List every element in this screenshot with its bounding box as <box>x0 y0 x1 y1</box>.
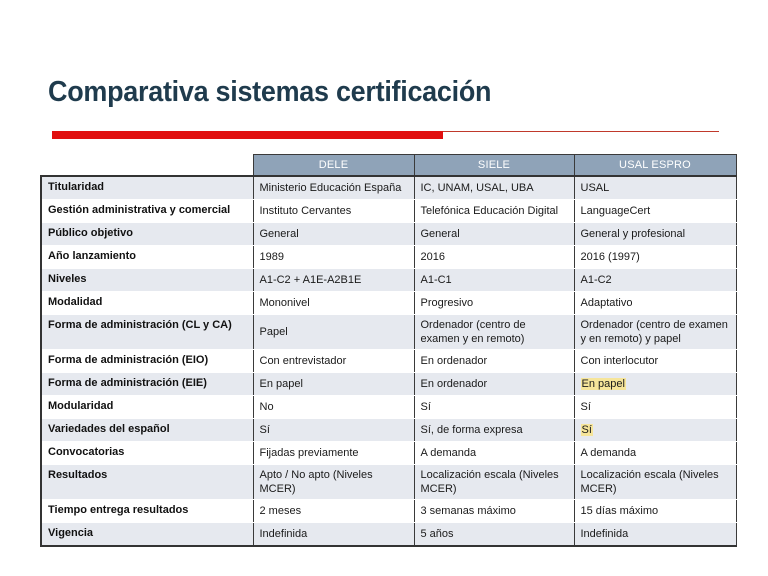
highlighted-value: En papel <box>581 378 625 390</box>
row-label: Público objetivo <box>41 223 253 246</box>
column-header-usal-espro: USAL ESPRO <box>574 155 736 177</box>
table-row <box>41 523 736 547</box>
table-cell: A demanda <box>414 442 574 465</box>
header-corner <box>41 155 253 177</box>
table-cell: Sí <box>253 419 414 442</box>
table-cell <box>574 419 736 442</box>
table-row <box>41 373 736 396</box>
table-cell: A demanda <box>574 442 736 465</box>
table-cell: Sí <box>574 396 736 419</box>
table-cell: 2016 <box>414 246 574 269</box>
table-cell: General <box>253 223 414 246</box>
table-row <box>41 396 736 419</box>
table-row <box>41 200 736 223</box>
table-cell: Ordenador (centro de examen y en remoto) y papel <box>574 315 736 350</box>
column-header-dele: DELE <box>253 155 414 177</box>
table-cell: Papel <box>253 315 414 350</box>
table-cell: 2 meses <box>253 500 414 523</box>
comparison-table <box>40 154 737 547</box>
table-cell: Indefinida <box>253 523 414 547</box>
table-cell: Ordenador (centro de examen y en remoto) <box>414 315 574 350</box>
table-row <box>41 223 736 246</box>
table-cell: Ministerio Educación España <box>253 176 414 200</box>
row-label: Vigencia <box>41 523 253 547</box>
table-cell: En ordenador <box>414 373 574 396</box>
table-header-row <box>41 155 736 177</box>
row-label: Modalidad <box>41 292 253 315</box>
row-label: Año lanzamiento <box>41 246 253 269</box>
table-cell: No <box>253 396 414 419</box>
table-cell <box>574 373 736 396</box>
table-cell: A1-C1 <box>414 269 574 292</box>
table-cell: USAL <box>574 176 736 200</box>
table-cell: Sí <box>414 396 574 419</box>
table-cell: En ordenador <box>414 350 574 373</box>
table-cell: 15 días máximo <box>574 500 736 523</box>
table-row <box>41 292 736 315</box>
table-cell: A1-C2 + A1E-A2B1E <box>253 269 414 292</box>
table-cell: Apto / No apto (Niveles MCER) <box>253 465 414 500</box>
table-cell: Fijadas previamente <box>253 442 414 465</box>
row-label: Variedades del español <box>41 419 253 442</box>
table-cell: Telefónica Educación Digital <box>414 200 574 223</box>
table-cell: Indefinida <box>574 523 736 547</box>
slide-title: Comparativa sistemas certificación <box>48 76 492 108</box>
table-row <box>41 419 736 442</box>
row-label: Modularidad <box>41 396 253 419</box>
table-cell: A1-C2 <box>574 269 736 292</box>
table-row <box>41 246 736 269</box>
table-cell: Mononivel <box>253 292 414 315</box>
table-cell: General y profesional <box>574 223 736 246</box>
table-cell: Progresivo <box>414 292 574 315</box>
row-label: Tiempo entrega resultados <box>41 500 253 523</box>
table-cell: 3 semanas máximo <box>414 500 574 523</box>
row-label: Titularidad <box>41 176 253 200</box>
table-row <box>41 269 736 292</box>
table-cell: Localización escala (Niveles MCER) <box>414 465 574 500</box>
table-row <box>41 315 736 350</box>
row-label: Niveles <box>41 269 253 292</box>
table-row <box>41 176 736 200</box>
table-cell: En papel <box>253 373 414 396</box>
row-label: Resultados <box>41 465 253 500</box>
table-cell: Adaptativo <box>574 292 736 315</box>
table-row <box>41 350 736 373</box>
title-underline-accent <box>52 131 443 139</box>
table-cell: 2016 (1997) <box>574 246 736 269</box>
row-label: Gestión administrativa y comercial <box>41 200 253 223</box>
table-cell: 5 años <box>414 523 574 547</box>
column-header-siele: SIELE <box>414 155 574 177</box>
table-row <box>41 465 736 500</box>
row-label: Convocatorias <box>41 442 253 465</box>
table-cell: Instituto Cervantes <box>253 200 414 223</box>
table-cell: 1989 <box>253 246 414 269</box>
table-cell: IC, UNAM, USAL, UBA <box>414 176 574 200</box>
table-row <box>41 442 736 465</box>
row-label: Forma de administración (CL y CA) <box>41 315 253 350</box>
row-label: Forma de administración (EIO) <box>41 350 253 373</box>
table-row <box>41 500 736 523</box>
table-cell: General <box>414 223 574 246</box>
table-cell: Con entrevistador <box>253 350 414 373</box>
table-cell: LanguageCert <box>574 200 736 223</box>
table-cell: Localización escala (Niveles MCER) <box>574 465 736 500</box>
table-cell: Sí, de forma expresa <box>414 419 574 442</box>
row-label: Forma de administración (EIE) <box>41 373 253 396</box>
highlighted-value: Sí <box>581 424 592 436</box>
table-cell: Con interlocutor <box>574 350 736 373</box>
